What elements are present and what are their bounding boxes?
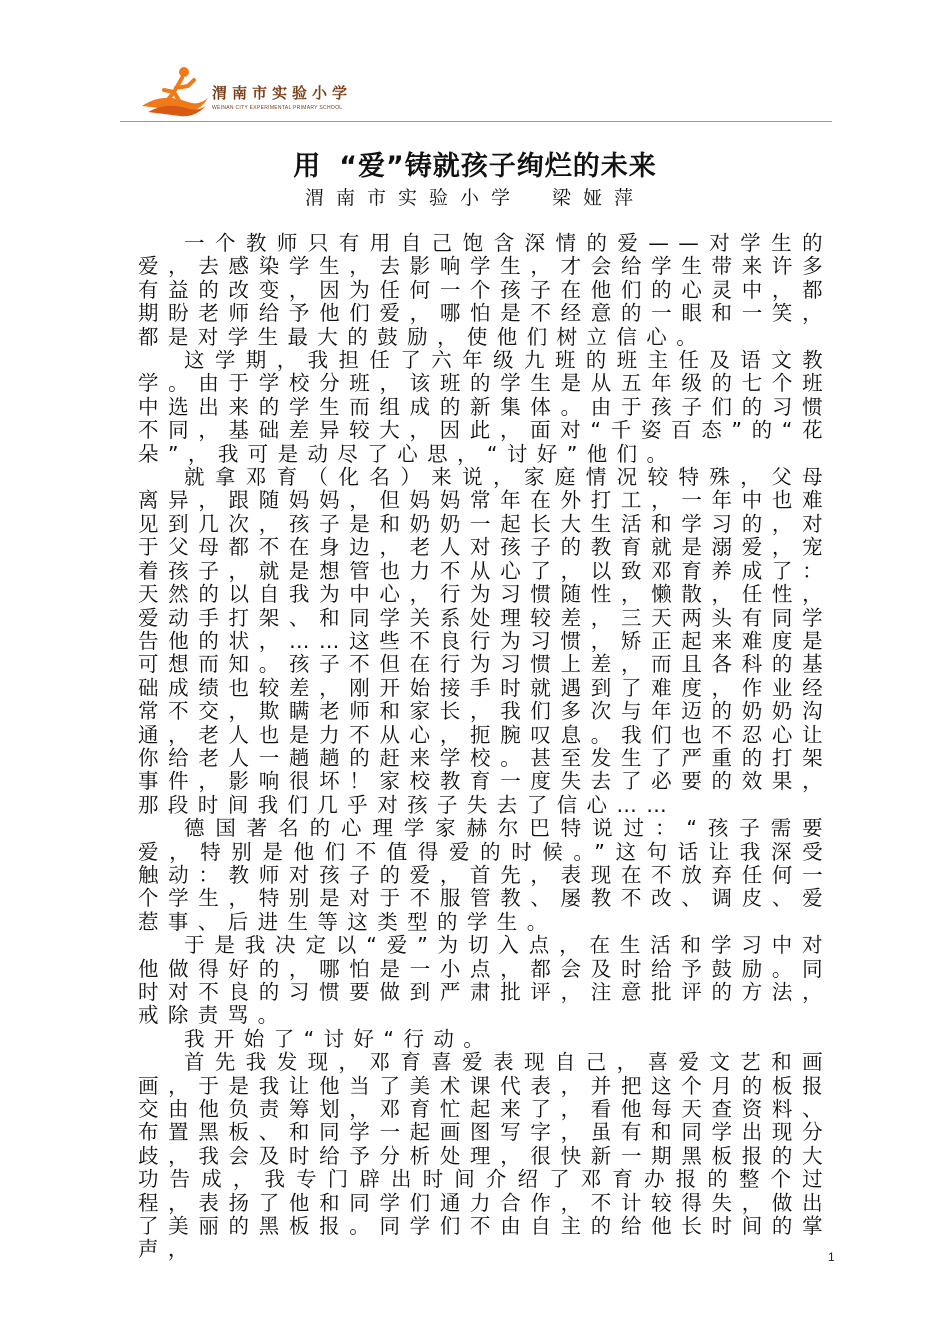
paragraph: 就拿邓育（化名）来说，家庭情况较特殊，父母离异，跟随妈妈，但妈妈常年在外打工，一年中也难见到几次，孩子是和奶奶一起长大生活和学习的，对于父母都不在身边，老人对孩子的教育就是溺爱，宠着孩子，就是想管也力不从心了，以致邓育养成了：天然的以自我为中心，行为习惯随性，懒散，任性，爱动手打架、和同学关系处理较差，三天两头有同学告他的状，……这些不良行为习惯，矫正起来难度是可想而知。孩子不但在行为习惯上差，而且各科的基础成绩也较差，刚开始接手时就遇到了难度，作业经常不交，欺瞒老师和家长，我们多次与年迈的奶奶沟通，老人也是力不从心，扼腕叹息。我们也不忍心让你给老人一趟趟的赶来学校。甚至发生了严重的打架事件，影响很坏！家校教育一度失去了必要的效果，那段时间我们几乎对孩子失去了信心…… — [138, 465, 832, 817]
article-body — [138, 232, 832, 1262]
paragraph: 首先我发现，邓育喜爱表现自己，喜爱文艺和画画，于是我让他当了美术课代表，并把这个月的板报交由他负责筹划，邓育忙起来了，看他每天查资料、布置黑板、和同学一起画图写字，虽有和同学出现分歧，我会及时给予分析处理，很快新一期黑板报的大功告成，我专门辟出时间介绍了邓育办报的整个过程，表扬了他和同学们通力合作，不计较得失，做出了美丽的黑板报。同学们不由自主的给他长时间的掌声， — [138, 1050, 832, 1262]
paragraph: 德国著名的心理学家赫尔巴特说过：“孩子需要爱，特别是他们不值得爱的时候。”这句话让我深受触动：教师对孩子的爱，首先，表现在不放弃任何一个学生，特别是对于不服管教、屡教不改、调皮、爱惹事、后进生等这类型的学生。 — [138, 816, 832, 934]
page-number: 1 — [828, 1250, 835, 1264]
paragraph: 于是我决定以“爱”为切入点，在生活和学习中对他做得好的，哪怕是一小点，都会及时给予鼓励。同时对不良的习惯要做到严肃批评，注意批评的方法，戒除责骂。 — [138, 933, 832, 1028]
page-header — [120, 58, 850, 120]
paragraph: 一个教师只有用自己饱含深情的爱——对学生的爱，去感染学生，去影响学生，才会给学生带来许多有益的改变，因为任何一个孩子在他们的心灵中，都期盼老师给予他们爱，哪怕是不经意的一眼和一笑，都是对学生最大的鼓励，使他们树立信心。 — [138, 231, 832, 349]
school-name-en: WEINAN CITY EXPERIMENTAL PRIMARY SCHOOL — [212, 105, 343, 111]
document-byline — [0, 183, 950, 210]
school-name-cn: 渭南市实验小学 — [212, 84, 353, 102]
byline-school: 渭南市实验小学 — [304, 187, 522, 209]
title-rest: “爱”铸就孩子绚烂的未来 — [339, 151, 657, 182]
header-divider — [120, 121, 832, 122]
running-figure-book-logo-icon — [138, 62, 210, 118]
byline-author: 梁娅萍 — [552, 187, 646, 209]
paragraph: 我开始了“讨好“行动。 — [184, 1026, 494, 1051]
document-title — [0, 144, 950, 183]
title-first-char: 用 — [293, 151, 322, 182]
paragraph: 这学期，我担任了六年级九班的班主任及语文教学。由于学校分班，该班的学生是从五年级的七个班中选出来的学生而组成的新集体。由于孩子们的习惯不同，基础差异较大，因此，面对“千姿百态”的“花朵”，我可是动尽了心思，“讨好”他们。 — [138, 348, 832, 466]
